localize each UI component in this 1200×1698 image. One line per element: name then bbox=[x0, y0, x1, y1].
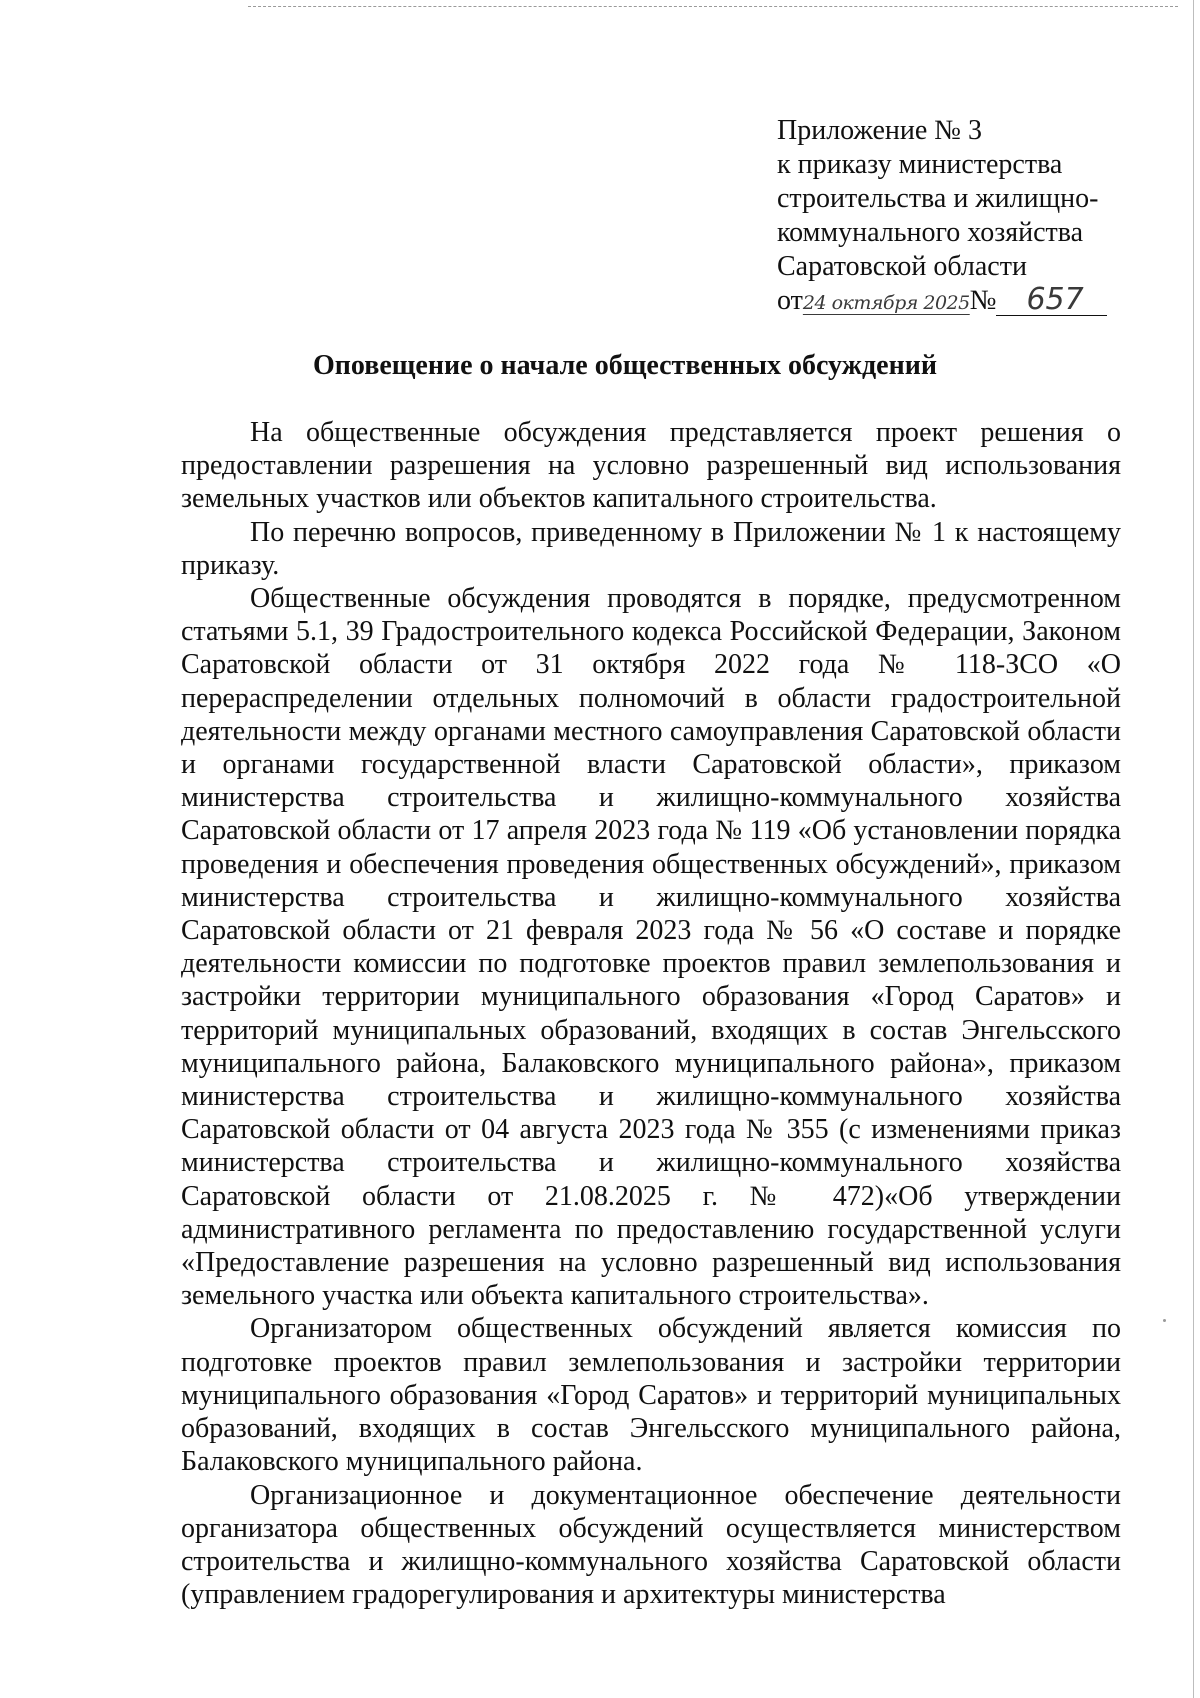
order-date-line bbox=[777, 284, 1107, 320]
document-body bbox=[181, 416, 1121, 1611]
paragraph: На общественные обсуждения представляется проект решения о предоставлении разрешения на условно разрешенный вид использования земельных участков или объектов капитального строительства. bbox=[181, 417, 1121, 515]
paragraph: Организатором общественных обсуждений является комиссия по подготовке проектов правил землепользования и застройки территории муниципального образования «Город Саратов» и территорий муниципальных образований, входящих в состав Энгельсского муниципального района, Балаковского муниципального района. bbox=[181, 1313, 1121, 1478]
scan-edge-line bbox=[248, 6, 1178, 7]
paragraph: Общественные обсуждения проводятся в порядке, предусмотренном статьями 5.1, 39 Градостроительного кодекса Российской Федерации, Законом Саратовской области от 31 октября 2022 года № 118-ЗСО «О перераспределении отдельных полномочий в области градостроительной деятельности между органами местного самоуправления Саратовской области и органами государственной власти Саратовской области», приказом министерства строительства и жилищно-коммунального хозяйства Саратовской области от 17 апреля 2023 года № 119 «Об установлении порядка проведения и обеспечения проведения общественных обсуждений», приказом министерства строительства и жилищно-коммунального хозяйства Саратовской области от 21 февраля 2023 года № 56 «О составе и порядке деятельности комиссии по подготовке проектов правил землепользования и застройки территории муниципального образования «Город Саратов» и территорий муниципальных образований, входящих в состав Энгельсского муниципального района, Балаковского муниципального района», приказом министерства строительства и жилищно-коммунального хозяйства Саратовской области от 04 августа 2023 года № 355 (с изменениями приказ министерства строительства и жилищно-коммунального хозяйства Саратовской области от 21.08.2025 г. № 472)«Об утверждении административного регламента по предоставлению государственной услуги «Предоставление разрешения на условно разрешенный вид использования земельного участка или объекта капитального строительства». bbox=[181, 583, 1121, 1312]
handwritten-date: 24 октября 2025 bbox=[802, 292, 970, 314]
date-prefix: от bbox=[777, 285, 803, 316]
appendix-line: Саратовской области bbox=[777, 251, 1027, 282]
handwritten-number: 657 bbox=[996, 285, 1107, 316]
scan-speck bbox=[1163, 1319, 1166, 1322]
appendix-line: Приложение № 3 bbox=[777, 115, 982, 146]
paragraph: Организационное и документационное обеспечение деятельности организатора общественных обсуждений осуществляется министерством строительства и жилищно-коммунального хозяйства Саратовской области (управлением градорегулирования и архитектуры министерства bbox=[181, 1479, 1121, 1611]
appendix-header bbox=[777, 114, 1107, 320]
appendix-line: коммунального хозяйства bbox=[777, 217, 1084, 248]
document-title: Оповещение о начале общественных обсуждений bbox=[313, 350, 937, 381]
appendix-line: к приказу министерства bbox=[777, 149, 1063, 180]
number-sign: № bbox=[969, 285, 997, 316]
paragraph: По перечню вопросов, приведенному в Приложении № 1 к настоящему приказу. bbox=[181, 516, 1121, 581]
scan-right-edge bbox=[1193, 0, 1194, 1698]
appendix-line: строительства и жилищно- bbox=[777, 183, 1099, 214]
